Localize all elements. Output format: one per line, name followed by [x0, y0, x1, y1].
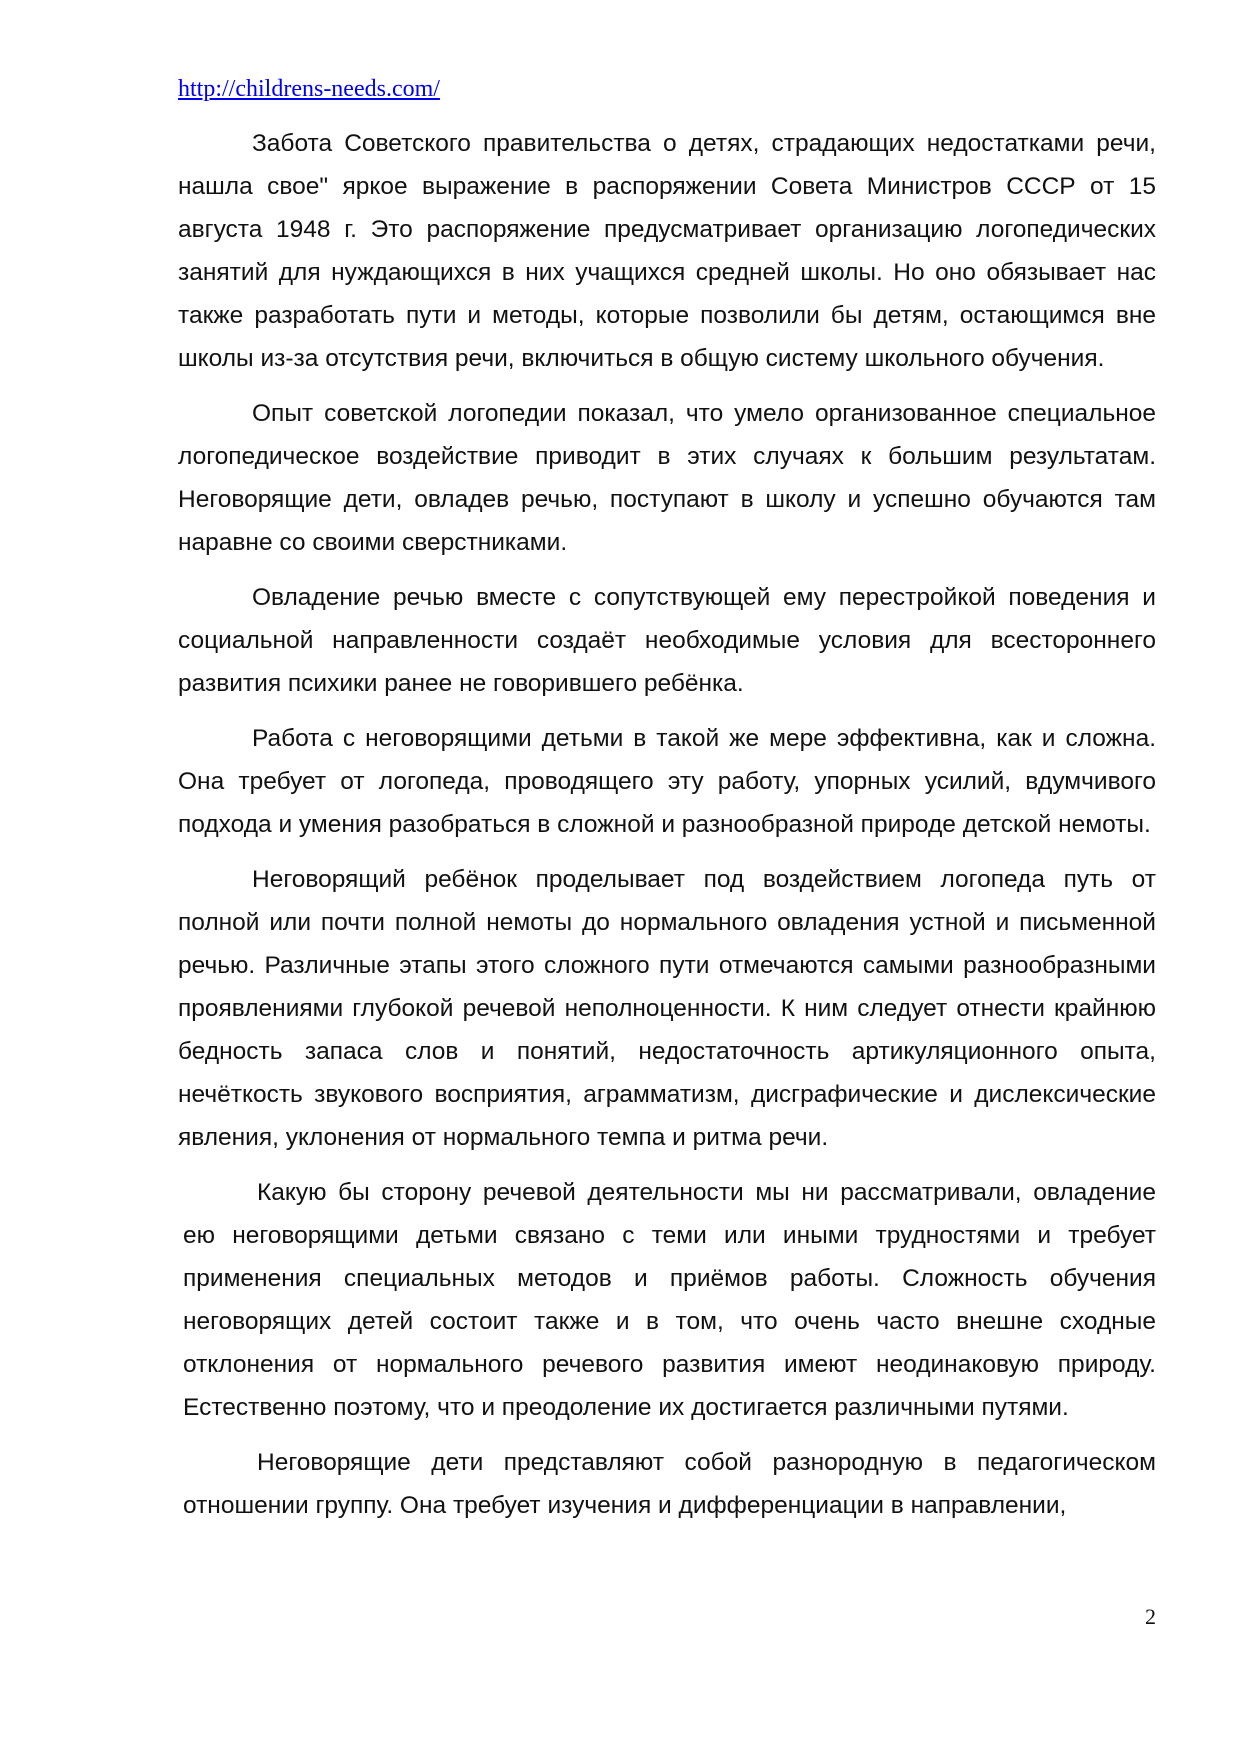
paragraph-3: Овладение речью вместе с сопутствующей ему перестройкой поведения и социальной направленности создаёт необходимые условия для всестороннего развития психики ранее не говорившего ребёнка.: [178, 584, 1156, 697]
body-text: [178, 122, 1156, 1539]
paragraph-7: Неговорящие дети представляют собой разнородную в педагогическом отношении группу. Она требует изучения и дифференциации в направлении,: [183, 1449, 1156, 1519]
source-link[interactable]: http://childrens-needs.com/: [178, 76, 440, 102]
paragraph-5: Неговорящий ребёнок проделывает под воздействием логопеда путь от полной или почти полной немоты до нормального овладения устной и письменной речью. Различные этапы этого сложного пути отмечаются самыми разнообразными проявлениями глубокой речевой неполноценности. К ним следует отнести крайнюю бедность запаса слов и понятий, недостаточность артикуляционного опыта, нечёткость звукового восприятия, аграмматизм, дисграфические и дислексические явления, уклонения от нормального темпа и ритма речи.: [178, 866, 1156, 1151]
paragraph-1: Забота Советского правительства о детях, страдающих недостатками речи, нашла свое" яркое выражение в распоряжении Совета Министров СССР от 15 августа 1948 г. Это распоряжение предусматривает организацию логопедических занятий для нуждающихся в них учащихся средней школы. Но оно обязывает нас также разработать пути и методы, которые позволили бы детям, остающимся вне школы из-за отсутствия речи, включиться в общую систему школьного обучения.: [178, 130, 1156, 372]
paragraph-4: Работа с неговорящими детьми в такой же мере эффективна, как и сложна. Она требует от логопеда, проводящего эту работу, упорных усилий, вдумчивого подхода и умения разобраться в сложной и разнообразной природе детской немоты.: [178, 725, 1156, 838]
paragraph-6: Какую бы сторону речевой деятельности мы ни рассматривали, овладение ею неговорящими детьми связано с теми или иными трудностями и требует применения специальных методов и приёмов работы. Сложность обучения неговорящих детей состоит также и в том, что очень часто внешне сходные отклонения от нормального речевого развития имеют неодинаковую природу. Естественно поэтому, что и преодоление их достигается различными путями.: [183, 1179, 1156, 1421]
page-number: 2: [1145, 1604, 1156, 1629]
paragraph-2: Опыт советской логопедии показал, что умело организованное специальное логопедическое воздействие приводит в этих случаях к большим результатам. Неговорящие дети, овладев речью, поступают в школу и успешно обучаются там наравне со своими сверстниками.: [178, 400, 1156, 556]
